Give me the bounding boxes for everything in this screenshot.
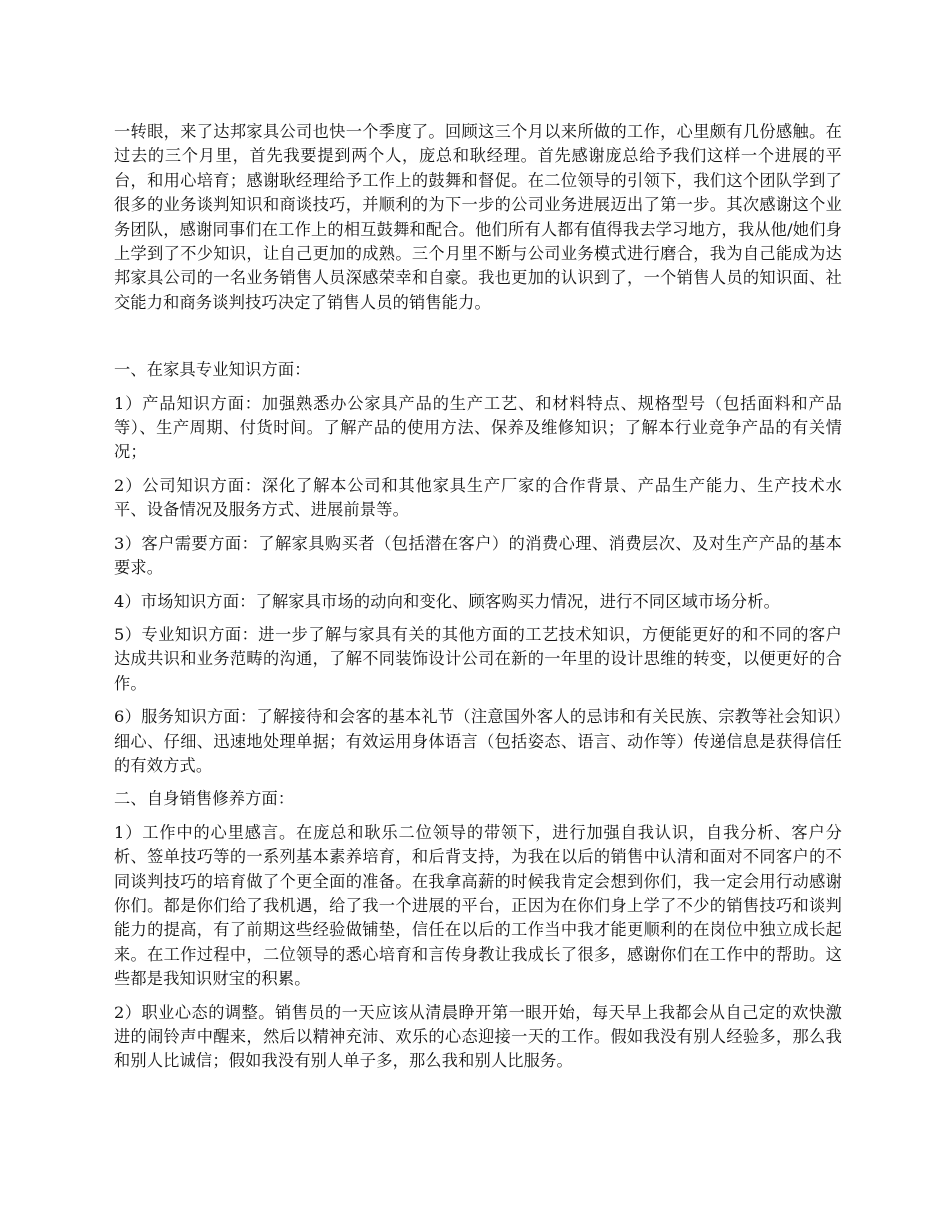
document-page [114, 120, 842, 1083]
list-item-service-knowledge: 6）服务知识方面：了解接待和会客的基本礼节（注意国外客人的忌讳和有关民族、宗教等社会知识）细心、仔细、迅速地处理单据；有效运用身体语言（包括姿态、语言、动作等）传递信息是获得信任的有效方式。 [114, 707, 842, 775]
list-item-work-reflections: 1）工作中的心里感言。在庞总和耿乐二位领导的带领下，进行加强自我认识，自我分析、客户分析、签单技巧等的一系列基本素养培育，和后背支持，为我在以后的销售中认清和面对不同客户的不同谈判技巧的培育做了个更全面的准备。在我拿高薪的时候我肯定会想到你们，我一定会用行动感谢你们。都是你们给了我机遇，给了我一个进展的平台，正因为在你们身上学了不少的销售技巧和谈判能力的提高，有了前期这些经验做铺垫，信任在以后的工作当中我才能更顺利的在岗位中独立成长起来。在工作过程中，二位领导的悉心培育和言传身教让我成长了很多，感谢你们在工作中的帮助。这些都是我知识财宝的积累。 [114, 822, 842, 989]
section-heading-furniture-knowledge: 一、在家具专业知识方面： [114, 360, 311, 380]
list-item-product-knowledge: 1）产品知识方面：加强熟悉办公家具产品的生产工艺、和材料特点、规格型号（包括面料和产品等）、生产周期、付货时间。了解产品的使用方法、保养及维修知识；了解本行业竞争产品的有关情况； [114, 393, 842, 462]
list-item-customer-needs: 3）客户需要方面：了解家具购买者（包括潜在客户）的消费心理、消费层次、及对生产产品的基本要求。 [114, 533, 842, 578]
list-item-mindset-adjustment: 2）职业心态的调整。销售员的一天应该从清晨睁开第一眼开始，每天早上我都会从自己定的欢快激进的闹铃声中醒来，然后以精神充沛、欢乐的心态迎接一天的工作。假如我没有别人经验多，那么我和别人比诚信；假如我没有别人单子多，那么我和别人比服务。 [114, 1002, 842, 1071]
paragraph-spacer [114, 315, 842, 358]
list-item-market-knowledge: 4）市场知识方面：了解家具市场的动向和变化、顾客购买力情况，进行不同区域市场分析。 [114, 591, 780, 611]
intro-paragraph: 一转眼，来了达邦家具公司也快一个季度了。回顾这三个月以来所做的工作，心里颇有几份感触。在过去的三个月里，首先我要提到两个人，庞总和耿经理。首先感谢庞总给予我们这样一个进展的平台，和用心培育；感谢耿经理给予工作上的鼓舞和督促。在二位领导的引领下，我们这个团队学到了很多的业务谈判知识和商谈技巧，并顺利的为下一步的公司业务进展迈出了第一步。其次感谢这个业务团队，感谢同事们在工作上的相互鼓舞和配合。他们所有人都有值得我去学习地方，我从他/她们身上学到了不少知识，让自己更加的成熟。三个月里不断与公司业务模式进行磨合，我为自己能成为达邦家具公司的一名业务销售人员深感荣幸和自豪。我也更加的认识到了，一个销售人员的知识面、社交能力和商务谈判技巧决定了销售人员的销售能力。 [114, 122, 842, 312]
list-item-company-knowledge: 2）公司知识方面：深化了解本公司和其他家具生产厂家的合作背景、产品生产能力、生产技术水平、设备情况及服务方式、进展前景等。 [114, 475, 842, 520]
list-item-professional-knowledge: 5）专业知识方面：进一步了解与家具有关的其他方面的工艺技术知识，方便能更好的和不同的客户达成共识和业务范畴的沟通，了解不同装饰设计公司在新的一年里的设计思维的转变，以便更好的合作。 [114, 624, 842, 693]
section-heading-sales-cultivation: 二、自身销售修养方面： [114, 789, 295, 809]
